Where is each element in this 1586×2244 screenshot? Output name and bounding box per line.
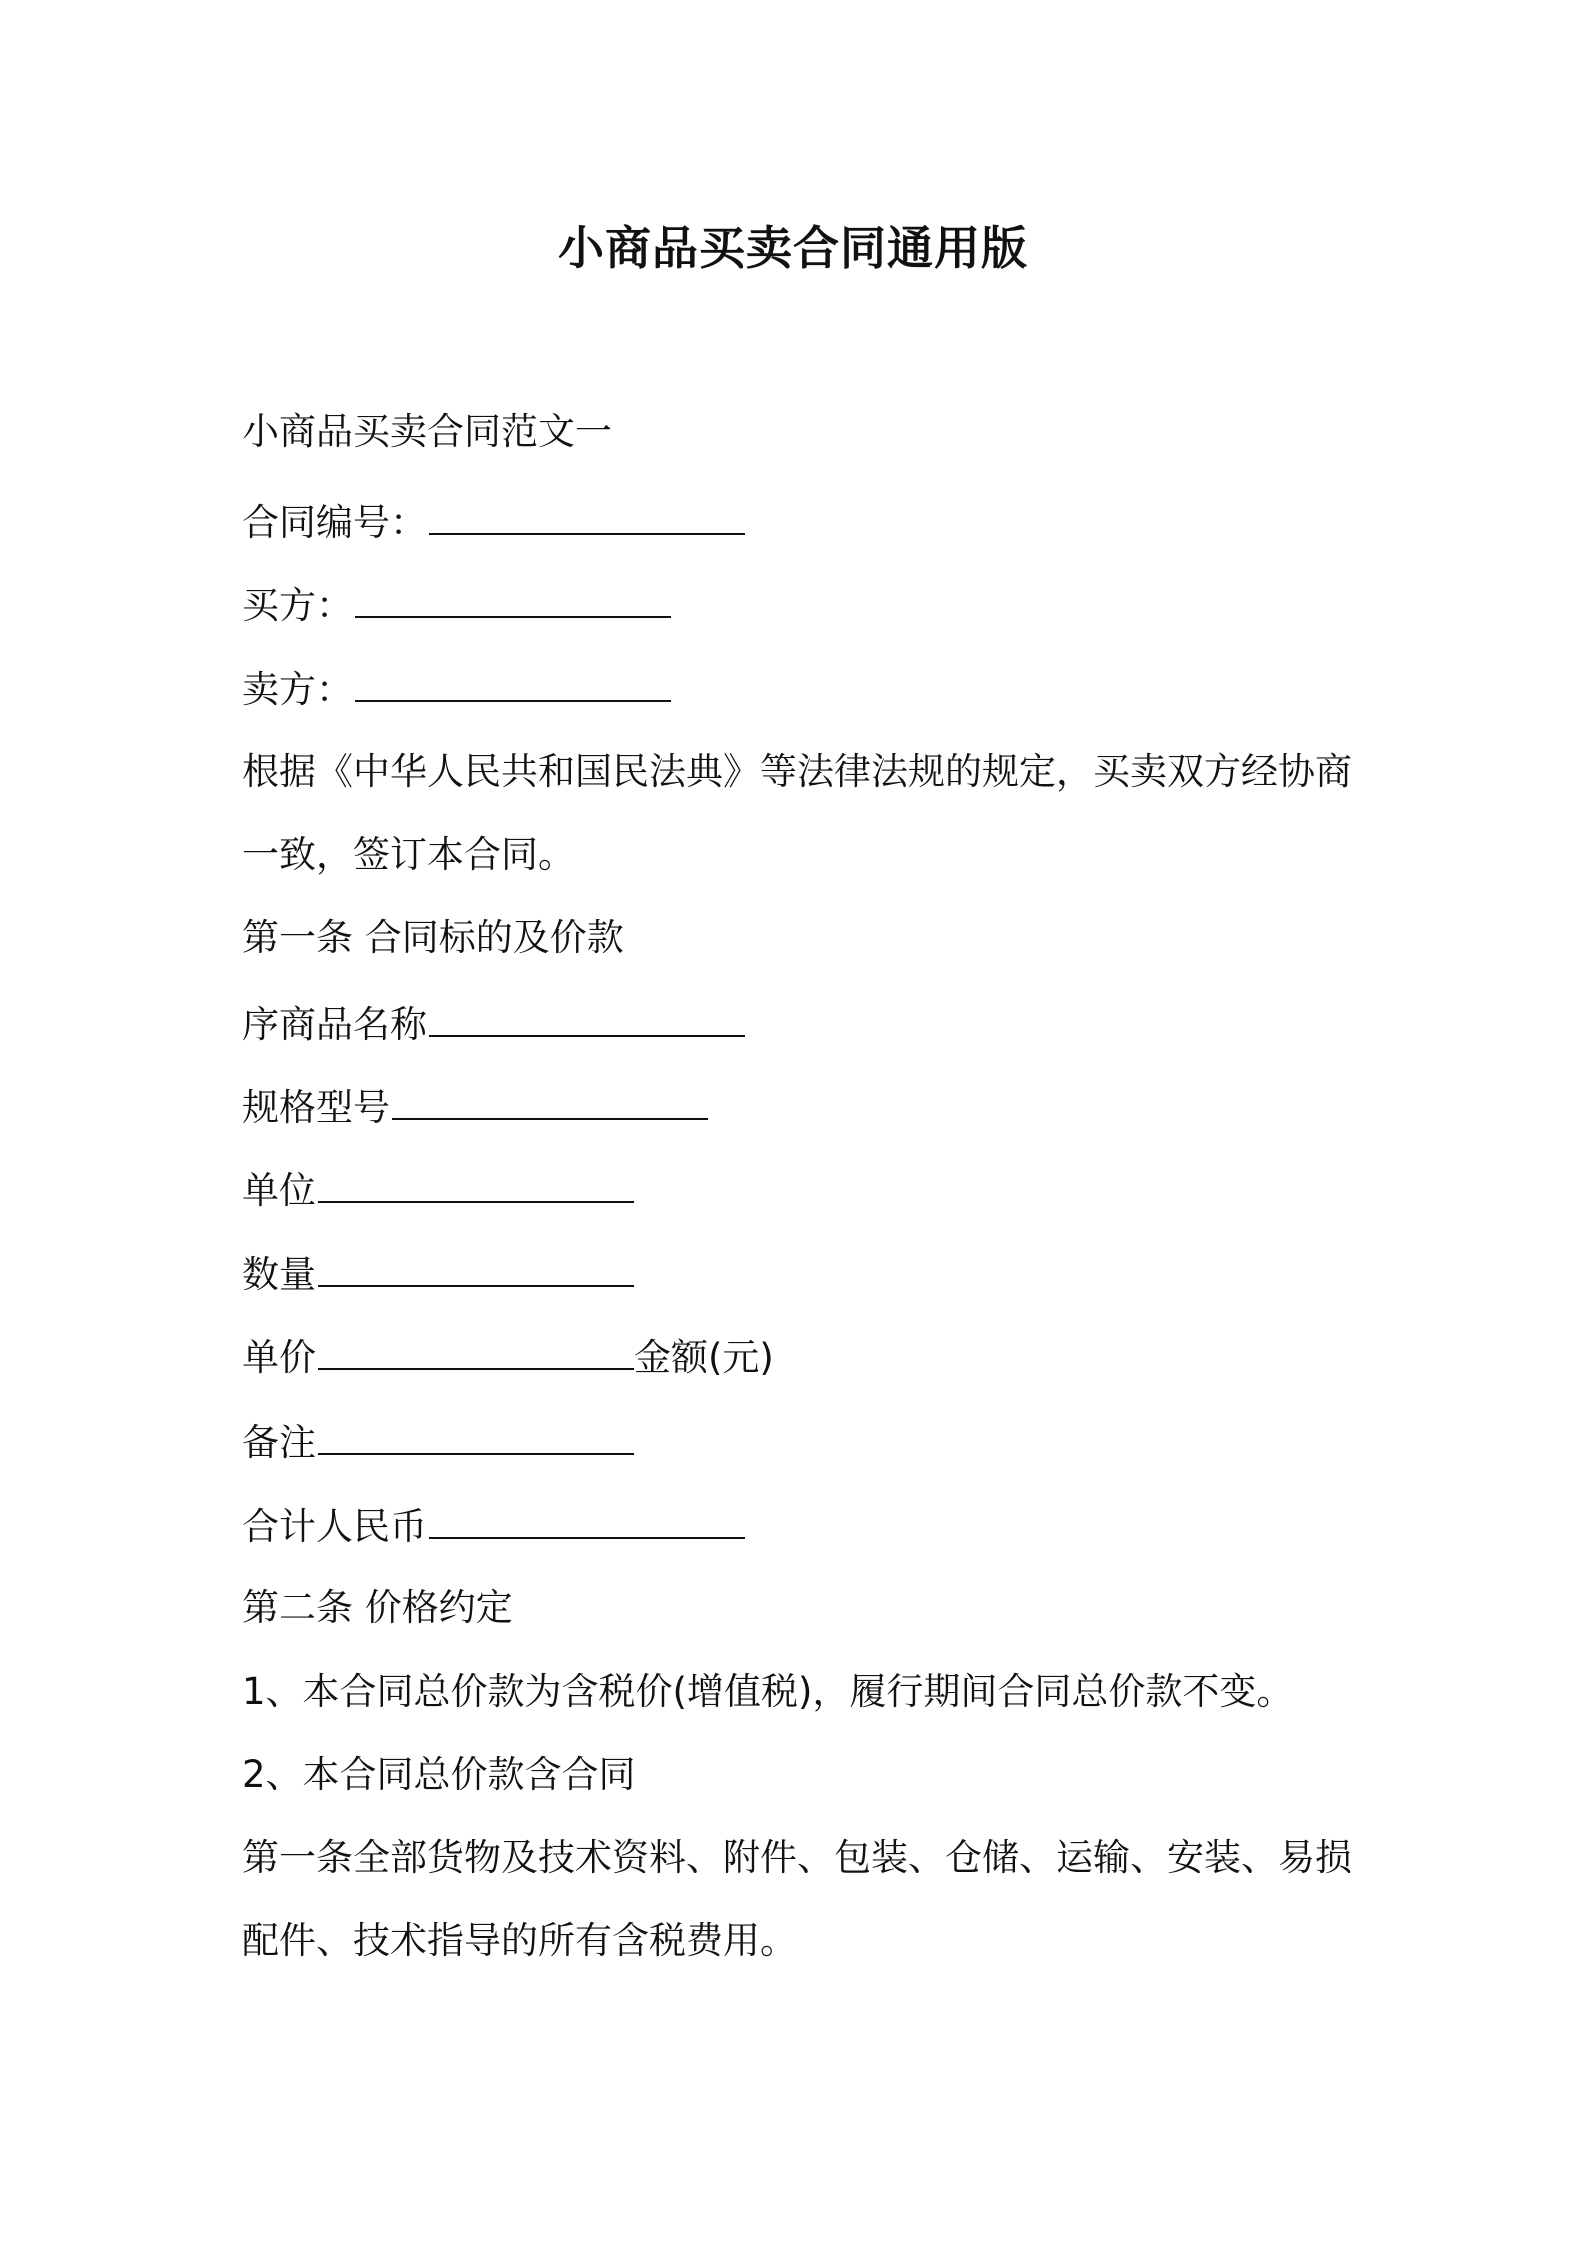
field-label: 备注 (242, 1421, 316, 1464)
fill-in-blank (392, 1084, 708, 1120)
body-text-line (242, 407, 612, 457)
form-field-line (242, 1166, 634, 1216)
field-label: 合同编号： (242, 501, 427, 544)
form-field-line (242, 1418, 634, 1468)
field-label: 卖方： (242, 668, 353, 711)
body-text-line (242, 830, 575, 880)
paragraph-text: 小商品买卖合同范文一 (242, 410, 612, 453)
paragraph-text: 配件、技术指导的所有含税费用。 (242, 1919, 797, 1962)
paragraph-text: 第一条全部货物及技术资料、附件、包装、仓储、运输、安装、易损 (242, 1836, 1352, 1879)
body-text-line (242, 913, 624, 963)
paragraph-text: 第二条 价格约定 (242, 1586, 513, 1629)
paragraph-text: 一致，签订本合同。 (242, 833, 575, 876)
body-text-line (242, 1583, 513, 1633)
fill-in-blank (355, 666, 671, 702)
paragraph-text: 根据《中华人民共和国民法典》等法律法规的规定，买卖双方经协商 (242, 750, 1352, 793)
field-label: 合计人民币 (242, 1505, 427, 1548)
fill-in-blank (429, 499, 745, 535)
fill-in-blank (318, 1334, 634, 1370)
body-text-line (242, 747, 1352, 797)
fill-in-blank (429, 1001, 745, 1037)
paragraph-text: 1、本合同总价款为含税价(增值税)，履行期间合同总价款不变。 (242, 1670, 1294, 1713)
form-field-line (242, 1000, 745, 1050)
fill-in-blank (429, 1503, 745, 1539)
field-label: 数量 (242, 1253, 316, 1296)
field-label: 序商品名称 (242, 1003, 427, 1046)
field-label: 规格型号 (242, 1086, 390, 1129)
field-label: 买方： (242, 584, 353, 627)
document-title: 小商品买卖合同通用版 (558, 221, 1028, 275)
paragraph-text: 第一条 合同标的及价款 (242, 916, 624, 959)
body-text-line (242, 1750, 636, 1800)
form-field-line (242, 1250, 634, 1300)
field-label-suffix: 金额(元) (634, 1336, 774, 1379)
body-text-line (242, 1833, 1352, 1883)
form-field-line (242, 1502, 745, 1552)
form-field-line (242, 498, 745, 548)
form-field-line (242, 1083, 708, 1133)
form-field-line (242, 581, 671, 631)
paragraph-text: 2、本合同总价款含合同 (242, 1753, 636, 1796)
form-field-line (242, 1333, 774, 1383)
body-text-line (242, 1916, 797, 1966)
field-label: 单价 (242, 1336, 316, 1379)
form-field-line (242, 665, 671, 715)
fill-in-blank (318, 1167, 634, 1203)
fill-in-blank (318, 1419, 634, 1455)
field-label: 单位 (242, 1169, 316, 1212)
body-text-line (242, 1667, 1293, 1717)
fill-in-blank (355, 582, 671, 618)
fill-in-blank (318, 1251, 634, 1287)
